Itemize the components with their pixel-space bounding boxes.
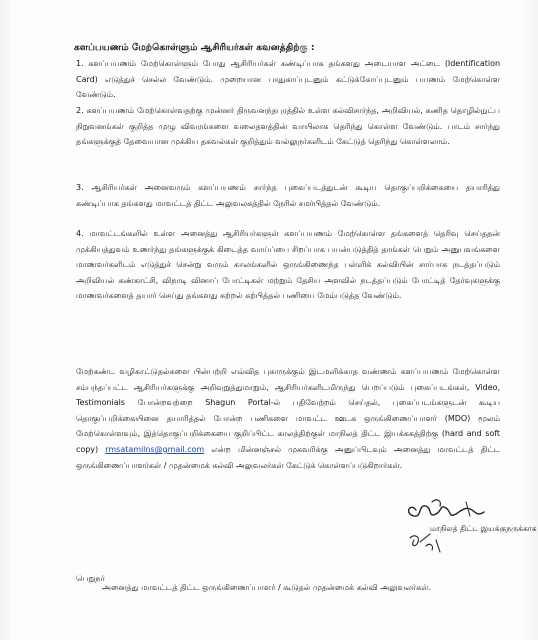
closing-paragraph-text-end: என்ற மின்னஞ்சல் முகவரிக்கு அனுப்பிடவும் அனைத்து மாவட்டத் திட்ட ஒருங்கிணைப்பாளர்கள் / முதன்மைக் கல்வி அலுவலர்கள் கேட்டுக் கொள்ளப்படுகிறார்கள்.	[76, 444, 500, 470]
instruction-paragraph-1: 1. களப்பயணம் மேற்கொள்ளும் போது ஆசிரியர்கள் கண்டிப்பாக தங்களது அடையாள அட்டை (Identification Card) எடுத்துச் செல்ல வேண்டும். முறையான பாதுகாப்புடனும் கட்டுக்கோப்புடனும் பயணம் மேற்கொள்ள வேண்டும்.	[76, 59, 500, 100]
instruction-paragraph-2: 2. களப்பயணம் மேற்கொள்வதற்கு முன்னர் திருவனந்தபுரத்தில் உள்ள கல்விசார்ந்த, அறிவியல், கணித தொழில்நுட்ப நிறுவனங்கள் குறித்த முழு விவரங்களை வலைதளத்தின் வாயிலாக தெரிந்து கொள்ள வேண்டும். பாடம் சார்ந்து தங்களுக்குத் தேவையான முக்கிய தகவல்கள் குறித்தும் வல்லுநர்களிடம் கேட்டுத் தெரிந்து கொள்ளலாம்.	[76, 106, 500, 147]
email-link[interactable]: rmsatamilns@gmail.com	[105, 444, 205, 454]
instruction-paragraph-3: 3. ஆசிரியர்கள் அனைவரும் களப்பயணம் சார்ந்த புகைப்படத்துடன் கூடிய தொகுப்பறிக்கையை தயாரித்து கண்டிப்பாக தங்களது மாவட்டத் திட்ட அலுவலகத்தில் நேரில் சமர்பித்தல் வேண்டும்.	[76, 183, 500, 208]
recipient-label: பெறுநர்	[76, 573, 105, 583]
handwritten-signature	[396, 494, 524, 574]
closing-paragraph	[76, 364, 500, 473]
signature-block	[396, 494, 524, 574]
instruction-paragraph-4: 4. மாவட்டங்களில் உள்ள அனைத்து ஆசிரியர்களுள் களப்பயணம் மேற்கொள்ள தங்களைத் தெரிவு செய்ததன் முக்கியத்துவம் உணர்ந்து தங்களுக்குக் கிடைத்த வாய்ப்பை சிறப்பாக பயன்படுத்தித் தாங்கள் பெறும் அனுபவங்களை மாணவர்களிடம் எடுத்துச் சென்று வரும் காலங்களில் ஒருங்கிணைந்த பள்ளிக் கல்வியின் சார்பாக நடத்தப்படும் அறிவியல் கண்காட்சி, விநாடி வினாப் போட்டிகள் மற்றும் தேசிய அளவில் நடத்தப்படும் போட்டித் தேர்வுகளுக்கு மாணவர்களைத் தயார் செய்து தங்களது கற்றல் கற்பித்தல் பணியை மேம்படுத்த வேண்டும்.	[76, 229, 500, 301]
recipient-list: அனைத்து மாவட்டத் திட்ட ஒருங்கிணைப்பாளர் / கூடுதல் முதன்மைக் கல்வி அலுவலர்கள்.	[102, 583, 432, 592]
closing-paragraph-text-start: மேற்கண்ட வழிகாட்டுதல்களை பின்பற்றி எவ்வித புகாருக்கும் இடமளிக்காத வண்ணம் களப்பயணம் மேற்கொள்ள சம்பந்தப்பட்ட ஆசிரியர்களுக்கு அறிவுறுத்துமாறும், ஆசிரியர்களிடமிருந்து பெறப்படும் புகைப்படங்கள், Video, Testimonials போன்றவற்றை Shagun Portal-ல் பதிவேற்றம் செய்தல், புகைப்படங்களுடன் கூடிய தொகுப்பறிக்கையினை தயாரித்தல் போன்ற பணிகளை மாவட்ட ஊடக ஒருங்கிணைப்பாளர் (MDO) மூலம் மேற்கொள்ளவும், இத்தொகுப்பறிக்கையை குறிப்பிட்ட காலத்திற்குள் மாநிலத் திட்ட இயக்ககத்திற்கு (hard and soft copy)	[76, 367, 500, 454]
signatory-designation: மாநிலத் திட்ட இயக்குநருக்காக	[430, 524, 537, 533]
scan-left-edge	[0, 0, 14, 640]
document-heading: களப்பயணம் மேற்கொள்ளும் ஆசிரியர்கள் கவனத்திற்கு :	[74, 42, 315, 53]
